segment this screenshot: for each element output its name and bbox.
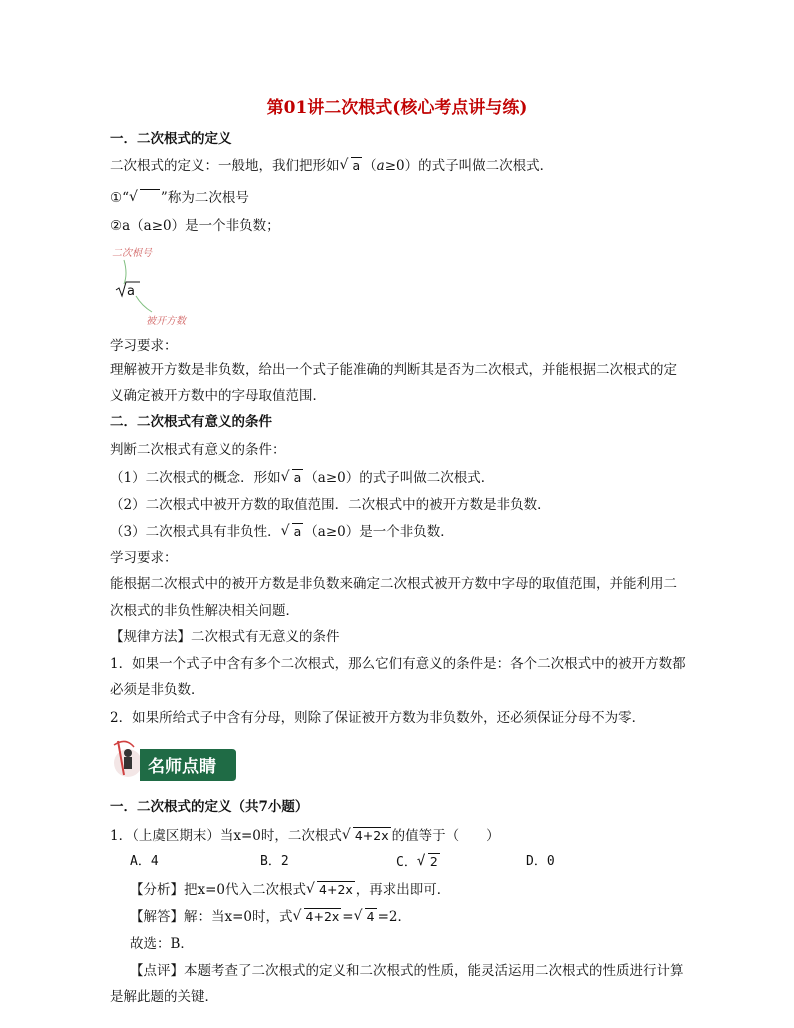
- radical-diagram: [110, 244, 230, 328]
- teacher-icon: [124, 757, 132, 769]
- section-heading-condition: 二．二次根式有意义的条件: [110, 414, 272, 430]
- rule-1b: 必须是非负数．: [110, 682, 205, 698]
- study-label-1: 学习要求：: [110, 338, 178, 354]
- diagram-label-radicand: 被开方数: [146, 316, 186, 327]
- study-text-2b: 次根式的非负性解决相关问题．: [110, 603, 299, 619]
- rule-title: 【规律方法】二次根式有无意义的条件: [110, 629, 340, 645]
- condition-1: （1）二次根式的概念．形如√ a （a≥0）的式子叫做二次根式．: [110, 468, 494, 488]
- option-b[interactable]: B．2: [260, 854, 289, 869]
- radical-sign-icon: [130, 188, 160, 208]
- section-heading-definition: 一．二次根式的定义: [110, 131, 232, 147]
- option-c[interactable]: C．√ 2: [396, 852, 441, 873]
- rule-1a: 1．如果一个式子中含有多个二次根式，那么它们有意义的条件是：各个二次根式中的被开方数都: [110, 656, 686, 672]
- comment-2: 是解此题的关键．: [110, 989, 218, 1005]
- teacher-tips-banner: [112, 735, 238, 783]
- comment-1: 【点评】本题考查了二次根式的定义和二次根式的性质，能灵活运用二次根式的性质进行计算: [130, 963, 684, 979]
- study-label-2: 学习要求：: [110, 550, 178, 566]
- study-text-1a: 理解被开方数是非负数，给出一个式子能准确的判断其是否为二次根式，并能根据二次根式的定: [110, 362, 677, 378]
- option-a[interactable]: A．4: [130, 854, 159, 869]
- item-radical-sign: ①“√ ”称为二次根号: [110, 188, 249, 208]
- condition-2: （2）二次根式中被开方数的取值范围．二次根式中的被开方数是非负数．: [110, 497, 551, 513]
- condition-3: （3）二次根式具有非负性．√ a （a≥0）是一个非负数．: [110, 522, 454, 542]
- banner-title: 名师点睛: [148, 757, 216, 777]
- rule-2: 2．如果所给式子中含有分母，则除了保证被开方数为非负数外，还必须保证分母不为零．: [110, 710, 646, 726]
- option-d[interactable]: D．0: [526, 854, 555, 869]
- question-1: 1．（上虞区期末）当x=0时，二次根式√ 4+2x 的值等于（ ）: [110, 826, 500, 846]
- item-nonnegative: ②a（a≥0）是一个非负数；: [110, 218, 280, 234]
- section-heading-exercises: 一．二次根式的定义（共7小题）: [110, 799, 309, 815]
- page-title: 第01讲二次根式(核心考点讲与练): [266, 98, 528, 118]
- question-1-options: [0, 852, 794, 874]
- condition-intro: 判断二次根式有意义的条件：: [110, 442, 286, 458]
- solution: 【解答】解：当x=0时，式√ 4+2x =√ 4 =2．: [130, 907, 411, 927]
- radical-a: √ a: [341, 156, 363, 176]
- diagram-radicand: a: [127, 284, 135, 299]
- study-text-2a: 能根据二次根式中的被开方数是非负数来确定二次根式被开方数中字母的取值范围，并能利用二: [110, 576, 677, 592]
- answer-choice: 故选：B．: [130, 936, 194, 952]
- study-text-1b: 义确定被开方数中的字母取值范围．: [110, 388, 326, 404]
- analysis: 【分析】把x=0代入二次根式√ 4+2x ，再求出即可．: [130, 880, 450, 900]
- definition-text: 二次根式的定义：一般地，我们把形如√ a （a≥0）的式子叫做二次根式．: [110, 156, 553, 176]
- diagram-label-radical: 二次根号: [112, 248, 152, 259]
